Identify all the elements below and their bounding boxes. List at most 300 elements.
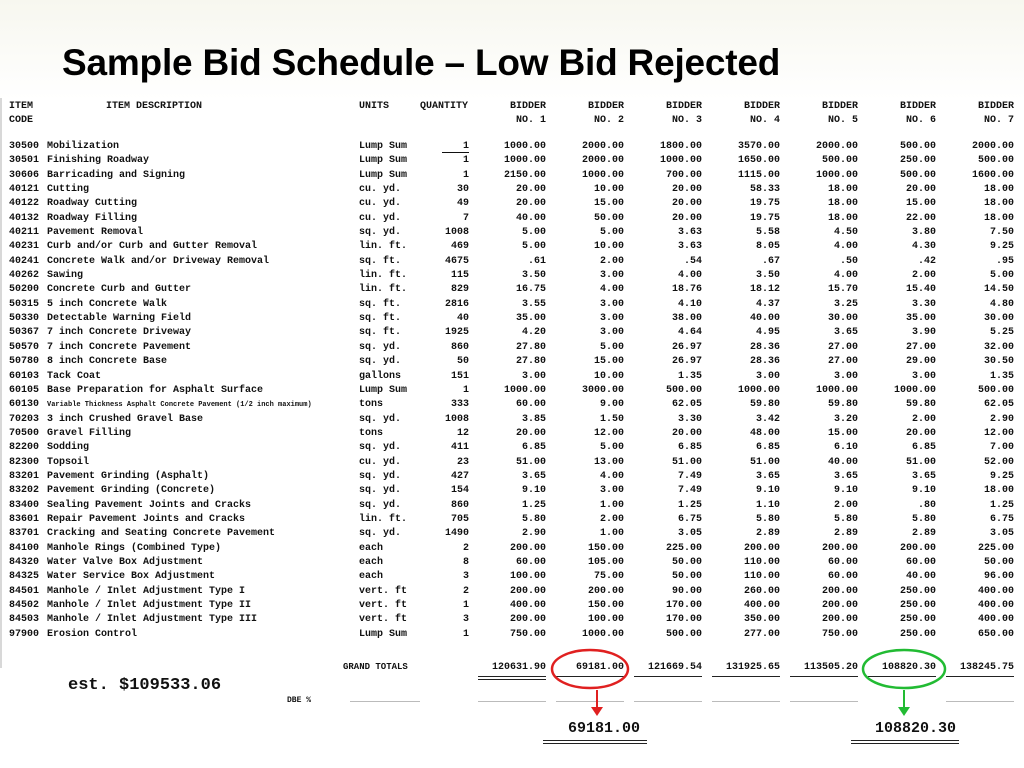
item-units: vert. ft	[359, 614, 408, 626]
item-code: 84325	[9, 571, 40, 583]
bid-bidder-2: 1000.00	[581, 628, 624, 640]
bid-bidder-4: 6.85	[755, 442, 780, 454]
bid-bidder-4: 18.12	[749, 284, 780, 296]
item-units: sq. yd.	[359, 356, 402, 368]
item-description: 3 inch Crushed Gravel Base	[47, 413, 204, 425]
item-quantity: 1	[462, 384, 469, 396]
item-units: cu. yd.	[359, 212, 402, 224]
item-units: sq. ft.	[359, 327, 402, 339]
item-code: 60130	[9, 399, 40, 411]
bid-bidder-7: 18.00	[983, 184, 1014, 196]
bid-bidder-3: 170.00	[665, 600, 702, 611]
bid-bidder-6: 29.00	[905, 356, 936, 368]
bid-bidder-6: 6.85	[911, 442, 936, 454]
bid-bidder-2: 12.00	[593, 427, 624, 439]
bid-bidder-3: 50.00	[671, 571, 702, 583]
bid-bidder-4: 400.00	[743, 600, 780, 611]
bid-bidder-7: 9.25	[989, 241, 1014, 253]
bid-bidder-3: 500.00	[665, 628, 702, 640]
bid-bidder-4: 200.00	[743, 542, 780, 554]
item-code: 83601	[9, 513, 40, 525]
item-quantity: 860	[450, 341, 469, 353]
item-units: tons	[359, 427, 384, 439]
bid-bidder-1: 9.10	[521, 485, 546, 497]
bid-bidder-2: 2000.00	[581, 141, 624, 152]
item-description: Cracking and Seating Concrete Pavement	[47, 528, 276, 540]
bid-bidder-5: 3.65	[833, 470, 858, 482]
bid-bidder-3: 26.97	[671, 341, 702, 353]
item-units: sq. yd.	[359, 413, 402, 425]
bid-bidder-5: 3.65	[833, 327, 858, 339]
item-quantity: 115	[450, 270, 469, 282]
bid-bidder-5: 59.80	[827, 399, 858, 411]
bid-bidder-2: 10.00	[593, 184, 624, 196]
item-quantity: 3	[462, 614, 469, 626]
bid-bidder-2: 10.00	[593, 241, 624, 253]
bid-bidder-3: 3.05	[677, 528, 702, 540]
bid-bidder-5: 18.00	[827, 198, 858, 210]
bid-bidder-2: 3000.00	[581, 384, 624, 396]
bid-bidder-3: 51.00	[671, 456, 702, 468]
item-code: 40122	[9, 198, 40, 210]
item-description: Manhole Rings (Combined Type)	[47, 542, 222, 554]
item-units: sq. yd.	[359, 227, 402, 239]
bid-bidder-1: 60.00	[515, 556, 546, 568]
item-quantity: 1925	[444, 327, 469, 339]
bid-bidder-7: 400.00	[977, 614, 1014, 626]
item-code: 50330	[9, 313, 40, 325]
bid-bidder-4: 260.00	[743, 585, 780, 597]
bid-bidder-5: 15.70	[827, 284, 858, 296]
item-units: each	[359, 542, 384, 554]
item-description: Sodding	[47, 442, 90, 454]
bid-bidder-5: 27.00	[827, 356, 858, 368]
bid-bidder-2: 1000.00	[581, 169, 624, 181]
item-description: Detectable Warning Field	[47, 313, 192, 325]
item-units: sq. yd.	[359, 470, 402, 482]
bid-bidder-4: 110.00	[743, 571, 780, 583]
bid-bidder-2: 50.00	[593, 212, 624, 224]
bid-bidder-1: .61	[527, 255, 546, 267]
bid-bidder-1: 16.75	[515, 284, 546, 296]
item-code: 30606	[9, 169, 40, 181]
bid-bidder-6: .80	[917, 499, 936, 511]
item-units: sq. yd.	[359, 499, 402, 511]
item-quantity: 3	[462, 571, 469, 583]
item-units: Lump Sum	[359, 141, 408, 152]
item-quantity: 50	[456, 356, 469, 368]
bid-bidder-5: .50	[839, 255, 858, 267]
bid-bidder-7: 18.00	[983, 212, 1014, 224]
item-quantity: 469	[450, 241, 469, 253]
item-code: 84100	[9, 542, 40, 554]
bid-bidder-1: 4.20	[521, 327, 546, 339]
item-code: 40132	[9, 212, 40, 224]
bid-bidder-6: 250.00	[899, 614, 936, 626]
bid-bidder-7: 650.00	[977, 628, 1014, 640]
bid-bidder-4: 3.42	[755, 413, 780, 425]
item-quantity: 427	[450, 470, 469, 482]
item-quantity: 860	[450, 499, 469, 511]
bid-bidder-7: 14.50	[983, 284, 1014, 296]
item-quantity: 411	[450, 442, 469, 454]
bid-bidder-5: 18.00	[827, 212, 858, 224]
item-code: 50780	[9, 356, 40, 368]
item-quantity: 829	[450, 284, 469, 296]
rejected-callout-underline-b	[543, 743, 647, 744]
bid-bidder-5: 2.89	[833, 528, 858, 540]
item-units: sq. yd.	[359, 341, 402, 353]
bid-bidder-2: 15.00	[593, 356, 624, 368]
bid-bidder-1: 3.00	[521, 370, 546, 382]
item-units: lin. ft.	[359, 270, 408, 282]
bid-bidder-7: 18.00	[983, 198, 1014, 210]
bid-bidder-4: 2.89	[755, 528, 780, 540]
bid-bidder-3: 1800.00	[659, 141, 702, 152]
total-bidder-5: 113505.20	[803, 662, 858, 673]
header-description: ITEM DESCRIPTION	[106, 101, 203, 112]
bid-bidder-7: 5.25	[989, 327, 1014, 339]
bid-bidder-6: 2.89	[911, 528, 936, 540]
bid-bidder-3: 700.00	[665, 169, 702, 181]
header-bidder-7-no: NO. 7	[983, 115, 1014, 126]
header-bidder-2: BIDDER	[587, 101, 624, 112]
bid-bidder-1: 1000.00	[503, 384, 546, 396]
bid-bidder-7: 6.75	[989, 513, 1014, 525]
item-code: 84503	[9, 614, 40, 626]
bid-bidder-4: 19.75	[749, 212, 780, 224]
item-code: 60105	[9, 384, 40, 396]
item-quantity: 1008	[444, 413, 469, 425]
bid-bidder-7: 52.00	[983, 456, 1014, 468]
bid-bidder-4: 5.58	[755, 227, 780, 239]
bid-bidder-6: 250.00	[899, 628, 936, 640]
bid-bidder-2: 5.00	[599, 341, 624, 353]
bid-bidder-3: 38.00	[671, 313, 702, 325]
bid-bidder-5: 4.00	[833, 270, 858, 282]
item-code: 70203	[9, 413, 40, 425]
item-code: 84502	[9, 600, 40, 611]
bid-bidder-7: 4.80	[989, 298, 1014, 310]
total-bidder-2: 69181.00	[575, 662, 624, 673]
item-code: 50315	[9, 298, 40, 310]
rejected-callout-underline	[543, 740, 647, 741]
bid-bidder-2: 5.00	[599, 442, 624, 454]
bid-bidder-2: 200.00	[587, 585, 624, 597]
bid-bidder-5: 1000.00	[815, 169, 858, 181]
bid-bidder-7: 400.00	[977, 585, 1014, 597]
bid-bidder-1: 5.00	[521, 227, 546, 239]
bid-bidder-1: 3.85	[521, 413, 546, 425]
bid-bidder-6: 15.40	[905, 284, 936, 296]
bid-bidder-6: 3.65	[911, 470, 936, 482]
item-code: 83201	[9, 470, 40, 482]
bid-bidder-6: 3.90	[911, 327, 936, 339]
bid-bidder-5: 9.10	[833, 485, 858, 497]
bid-bidder-1: 2.90	[521, 528, 546, 540]
item-code: 50367	[9, 327, 40, 339]
item-code: 40121	[9, 184, 40, 196]
bid-bidder-4: 51.00	[749, 456, 780, 468]
rejected-bid-callout: 69181.00	[568, 720, 641, 737]
bid-bidder-2: 105.00	[587, 556, 624, 568]
item-units: tons	[359, 399, 384, 411]
item-units: lin. ft.	[359, 513, 408, 525]
grand-totals-label: GRAND TOTALS	[343, 662, 408, 672]
item-code: 83400	[9, 499, 40, 511]
bid-bidder-1: 27.80	[515, 356, 546, 368]
bid-bidder-4: 28.36	[749, 341, 780, 353]
bid-bidder-1: 3.55	[521, 298, 546, 310]
bid-bidder-3: 6.75	[677, 513, 702, 525]
total-bidder-6: 108820.30	[881, 662, 936, 673]
bid-bidder-5: 200.00	[821, 614, 858, 626]
header-bidder-6-no: NO. 6	[905, 115, 936, 126]
bid-bidder-7: 225.00	[977, 542, 1014, 554]
item-quantity: 7	[462, 212, 469, 224]
bid-bidder-4: 1115.00	[737, 169, 780, 181]
bid-bidder-7: 9.25	[989, 470, 1014, 482]
bid-bidder-2: 1.00	[599, 499, 624, 511]
bid-bidder-5: 3.20	[833, 413, 858, 425]
bid-bidder-5: 2000.00	[815, 141, 858, 152]
bid-bidder-5: 3.25	[833, 298, 858, 310]
bid-bidder-5: 30.00	[827, 313, 858, 325]
item-description: Gravel Filling	[47, 427, 132, 439]
item-quantity: 1	[462, 600, 469, 611]
bid-bidder-1: 400.00	[509, 600, 546, 611]
item-code: 84501	[9, 585, 40, 597]
header-bidder-6: BIDDER	[899, 101, 936, 112]
item-description: 7 inch Concrete Pavement	[47, 341, 192, 353]
item-quantity: 154	[450, 485, 469, 497]
bid-bidder-7: 400.00	[977, 600, 1014, 611]
header-bidder-7: BIDDER	[977, 101, 1014, 112]
item-quantity: 12	[456, 427, 469, 439]
total-bidder-3: 121669.54	[647, 662, 702, 673]
bid-bidder-4: 1650.00	[737, 155, 780, 167]
bid-bidder-2: 4.00	[599, 470, 624, 482]
bid-bidder-6: 250.00	[899, 155, 936, 167]
header-quantity: QUANTITY	[420, 101, 469, 112]
bid-bidder-4: 40.00	[749, 313, 780, 325]
header-bidder-2-no: NO. 2	[593, 115, 624, 126]
item-description: Roadway Filling	[47, 212, 138, 224]
bid-bidder-4: 59.80	[749, 399, 780, 411]
bid-bidder-5: 40.00	[827, 456, 858, 468]
item-description: Repair Pavement Joints and Cracks	[47, 513, 246, 525]
header-item: ITEM	[9, 101, 34, 112]
bid-bidder-2: 2.00	[599, 513, 624, 525]
bid-bidder-6: 250.00	[899, 585, 936, 597]
bid-bidder-4: .67	[761, 255, 780, 267]
bid-bidder-7: 5.00	[989, 270, 1014, 282]
bid-bidder-2: 9.00	[599, 399, 624, 411]
item-description: Water Service Box Adjustment	[47, 571, 216, 583]
bid-bidder-6: 4.30	[911, 241, 936, 253]
bid-bidder-5: 60.00	[827, 556, 858, 568]
bid-bidder-1: 200.00	[509, 542, 546, 554]
bid-bidder-7: 2000.00	[971, 141, 1014, 152]
bid-bidder-1: 40.00	[515, 212, 546, 224]
item-units: each	[359, 571, 384, 583]
item-units: lin. ft.	[359, 284, 408, 296]
bid-bidder-3: 225.00	[665, 542, 702, 554]
item-code: 30501	[9, 155, 40, 167]
item-quantity: 1	[462, 155, 469, 167]
header-units: UNITS	[359, 101, 390, 112]
bid-bidder-6: 1000.00	[893, 384, 936, 396]
slide-title: Sample Bid Schedule – Low Bid Rejected	[62, 42, 781, 83]
bid-bidder-4: 4.95	[755, 327, 780, 339]
bid-bidder-6: 35.00	[905, 313, 936, 325]
bid-bidder-6: 3.80	[911, 227, 936, 239]
item-description: Topsoil	[47, 456, 90, 468]
item-description: Concrete Curb and Gutter	[47, 284, 192, 296]
bid-bidder-6: 40.00	[905, 571, 936, 583]
bid-bidder-6: 51.00	[905, 456, 936, 468]
bid-bidder-3: 20.00	[671, 184, 702, 196]
bid-bidder-1: 3.65	[521, 470, 546, 482]
header-bidder-5: BIDDER	[821, 101, 858, 112]
awarded-arrow-head	[898, 707, 910, 716]
bid-bidder-7: 18.00	[983, 485, 1014, 497]
bid-bidder-2: 100.00	[587, 614, 624, 626]
rejected-arrow-head	[591, 707, 603, 716]
bid-bidder-1: 100.00	[509, 571, 546, 583]
bid-bidder-7: 1600.00	[971, 169, 1014, 181]
total-bidder-7: 138245.75	[959, 662, 1014, 673]
bid-bidder-6: 3.00	[911, 370, 936, 382]
bid-bidder-7: 30.00	[983, 313, 1014, 325]
bid-bidder-3: 1.25	[677, 499, 702, 511]
bid-bidder-7: .95	[995, 255, 1014, 267]
item-units: Lump Sum	[359, 155, 408, 167]
total-bidder-4: 131925.65	[725, 662, 780, 673]
header-bidder-5-no: NO. 5	[827, 115, 858, 126]
item-description: Cutting	[47, 184, 90, 196]
item-description: Finishing Roadway	[47, 155, 150, 167]
bid-bidder-2: 13.00	[593, 456, 624, 468]
item-quantity: 40	[456, 313, 469, 325]
item-code: 82300	[9, 456, 40, 468]
item-description: 5 inch Concrete Walk	[47, 298, 168, 310]
bid-bidder-1: 1000.00	[503, 155, 546, 167]
bid-bidder-3: 20.00	[671, 198, 702, 210]
bid-bidder-4: 3.65	[755, 470, 780, 482]
bid-bidder-7: 500.00	[977, 155, 1014, 167]
item-code: 40241	[9, 255, 40, 267]
item-units: cu. yd.	[359, 184, 402, 196]
bid-bidder-4: 1.10	[755, 499, 780, 511]
header-bidder-3-no: NO. 3	[671, 115, 702, 126]
bid-bidder-3: 500.00	[665, 384, 702, 396]
item-units: sq. ft.	[359, 313, 402, 325]
bid-bidder-1: 200.00	[509, 585, 546, 597]
item-units: vert. ft	[359, 585, 408, 597]
item-quantity: 705	[450, 513, 469, 525]
item-units: gallons	[359, 370, 402, 382]
item-description: Barricading and Signing	[47, 169, 186, 181]
bid-bidder-3: .54	[683, 255, 702, 267]
bid-bidder-3: 6.85	[677, 442, 702, 454]
bid-bidder-5: 27.00	[827, 341, 858, 353]
bid-bidder-5: 18.00	[827, 184, 858, 196]
bid-bidder-2: 2000.00	[581, 155, 624, 167]
bid-bidder-7: 62.05	[983, 399, 1014, 411]
bid-bidder-7: 1.25	[989, 499, 1014, 511]
bid-bidder-2: 3.00	[599, 298, 624, 310]
item-quantity: 1008	[444, 227, 469, 239]
bid-bidder-2: 3.00	[599, 270, 624, 282]
bid-bidder-5: 4.00	[833, 241, 858, 253]
bid-bidder-5: 200.00	[821, 542, 858, 554]
bid-bidder-4: 277.00	[743, 628, 780, 640]
item-units: Lump Sum	[359, 384, 408, 396]
bid-bidder-3: 26.97	[671, 356, 702, 368]
bid-bidder-6: 22.00	[905, 212, 936, 224]
bid-bidder-3: 50.00	[671, 556, 702, 568]
bid-bidder-7: 500.00	[977, 384, 1014, 396]
item-description: Sawing	[47, 270, 84, 282]
bid-bidder-7: 96.00	[983, 571, 1014, 583]
bid-bidder-6: 250.00	[899, 600, 936, 611]
bid-bidder-4: 350.00	[743, 614, 780, 626]
rejected-bid-circle	[552, 650, 628, 688]
bid-bidder-4: 4.37	[755, 298, 780, 310]
bid-bidder-3: 20.00	[671, 212, 702, 224]
bid-bidder-2: 5.00	[599, 227, 624, 239]
bid-bidder-7: 2.90	[989, 413, 1014, 425]
bid-bidder-7: 7.00	[989, 442, 1014, 454]
item-description: Manhole / Inlet Adjustment Type II	[47, 600, 252, 611]
bid-bidder-3: 1.35	[677, 370, 702, 382]
bid-bidder-2: 15.00	[593, 198, 624, 210]
bid-bidder-6: 5.80	[911, 513, 936, 525]
item-units: lin. ft.	[359, 241, 408, 253]
bid-bidder-1: 20.00	[515, 198, 546, 210]
bid-bidder-2: 1.50	[599, 413, 624, 425]
item-code: 50570	[9, 341, 40, 353]
item-code: 50200	[9, 284, 40, 296]
item-quantity: 151	[450, 370, 469, 382]
bid-bidder-3: 3.30	[677, 413, 702, 425]
bid-bidder-6: 9.10	[911, 485, 936, 497]
bid-bidder-5: 6.10	[833, 442, 858, 454]
item-units: Lump Sum	[359, 169, 408, 181]
bid-bidder-6: 20.00	[905, 184, 936, 196]
bid-bidder-7: 32.00	[983, 341, 1014, 353]
bid-bidder-2: 3.00	[599, 327, 624, 339]
item-code: 97900	[9, 628, 40, 640]
bid-bidder-3: 7.49	[677, 470, 702, 482]
bid-bidder-1: 35.00	[515, 313, 546, 325]
bid-bidder-1: 2150.00	[503, 169, 546, 181]
bid-bidder-1: 51.00	[515, 456, 546, 468]
bid-bidder-5: 750.00	[821, 628, 858, 640]
bid-bidder-6: 500.00	[899, 141, 936, 152]
bid-bidder-6: 2.00	[911, 413, 936, 425]
bid-bidder-5: 60.00	[827, 571, 858, 583]
bid-bidder-5: 500.00	[821, 155, 858, 167]
bid-bidder-2: 3.00	[599, 313, 624, 325]
dbe-label: DBE %	[287, 696, 312, 705]
bid-bidder-1: 20.00	[515, 427, 546, 439]
bid-bidder-6: 500.00	[899, 169, 936, 181]
header-bidder-3: BIDDER	[665, 101, 702, 112]
item-units: sq. yd.	[359, 485, 402, 497]
item-units: sq. yd.	[359, 528, 402, 540]
